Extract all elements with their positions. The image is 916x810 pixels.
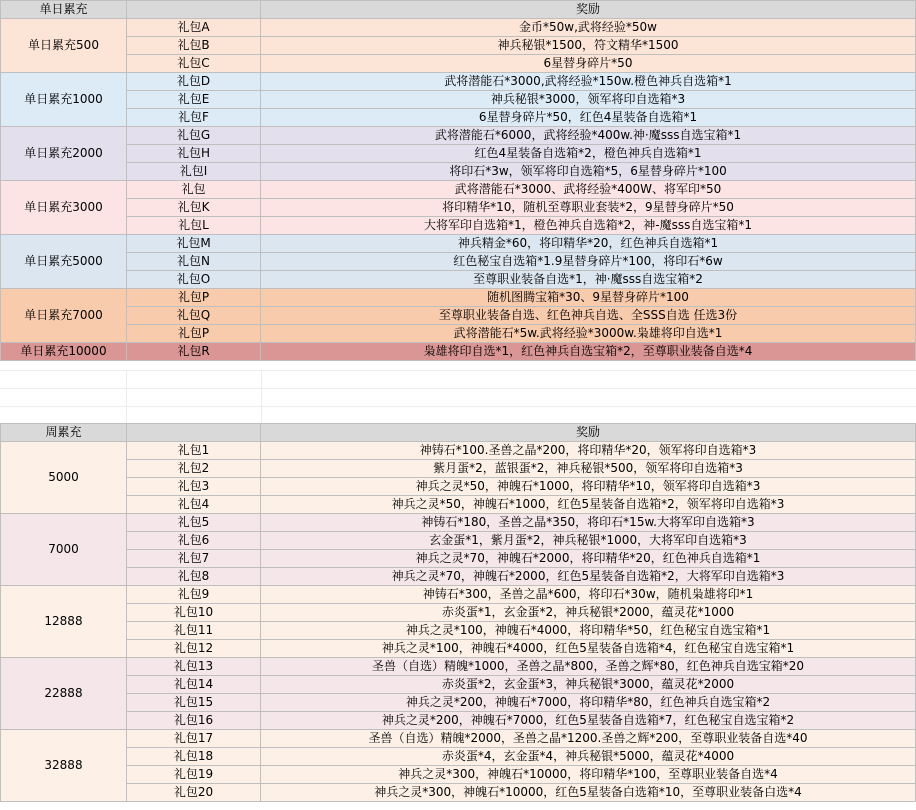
table-row xyxy=(1,640,916,658)
table-row xyxy=(1,253,916,271)
blank-row-divider xyxy=(0,370,916,371)
table-row xyxy=(1,289,916,307)
reward-cell: 武将潜能石*6000，武将经验*400w.神·魔sss自选宝箱*1 xyxy=(261,127,916,145)
pack-name-cell: 礼包Q xyxy=(127,307,261,325)
reward-cell: 枭雄将印自选*1，红色神兵自选宝箱*2，至尊职业装备自选*4 xyxy=(261,343,916,361)
pack-name-cell: 礼包P xyxy=(127,325,261,343)
pack-name-cell: 礼包8 xyxy=(127,568,261,586)
reward-cell: 神兵秘银*3000，领军将印自选箱*3 xyxy=(261,91,916,109)
header-category: 单日累充 xyxy=(1,1,127,19)
reward-cell: 神铸石*180，圣兽之晶*350，将印石*15w.大将军印自选箱*3 xyxy=(261,514,916,532)
pack-name-cell: 礼包1 xyxy=(127,442,261,460)
reward-cell: 神兵之灵*70，神魄石*2000，红色5星装备自选箱*2，大将军印自选箱*3 xyxy=(261,568,916,586)
pack-name-cell: 礼包H xyxy=(127,145,261,163)
table-row xyxy=(1,514,916,532)
pack-name-cell: 礼包M xyxy=(127,235,261,253)
pack-name-cell: 礼包9 xyxy=(127,586,261,604)
reward-cell: 金币*50w,武将经验*50w xyxy=(261,19,916,37)
pack-name-cell: 礼包A xyxy=(127,19,261,37)
pack-name-cell: 礼包16 xyxy=(127,712,261,730)
reward-cell: 6星替身碎片*50 xyxy=(261,55,916,73)
table-row xyxy=(1,343,916,361)
group-label-cell: 12888 xyxy=(1,586,127,658)
table-row xyxy=(1,217,916,235)
table-row xyxy=(1,550,916,568)
reward-cell: 至尊职业装备自选*1，神·魔sss自选宝箱*2 xyxy=(261,271,916,289)
reward-cell: 神兵之灵*200，神魄石*7000，将印精华*80，红色神兵自选宝箱*2 xyxy=(261,694,916,712)
pack-name-cell: 礼包7 xyxy=(127,550,261,568)
table-row xyxy=(1,127,916,145)
table-row xyxy=(1,712,916,730)
reward-cell: 神兵精金*60，将印精华*20，红色神兵自选箱*1 xyxy=(261,235,916,253)
table-row xyxy=(1,622,916,640)
pack-name-cell: 礼包L xyxy=(127,217,261,235)
group-label-cell: 单日累充7000 xyxy=(1,289,127,343)
pack-name-cell: 礼包19 xyxy=(127,766,261,784)
pack-name-cell: 礼包20 xyxy=(127,784,261,802)
pack-name-cell: 礼包B xyxy=(127,37,261,55)
table-row xyxy=(1,325,916,343)
table-row xyxy=(1,748,916,766)
reward-cell: 神兵之灵*50，神魄石*1000，红色5星装备自选箱*2，领军将印自选箱*3 xyxy=(261,496,916,514)
table-row xyxy=(1,91,916,109)
table-row xyxy=(1,784,916,802)
weekly-recharge-table xyxy=(0,423,916,802)
group-label-cell: 单日累充1000 xyxy=(1,73,127,127)
pack-name-cell: 礼包F xyxy=(127,109,261,127)
reward-cell: 神铸石*300，圣兽之晶*600，将印石*30w，随机枭雄将印*1 xyxy=(261,586,916,604)
pack-name-cell: 礼包N xyxy=(127,253,261,271)
table-row xyxy=(1,730,916,748)
table-row xyxy=(1,163,916,181)
reward-cell: 神兵之灵*100，神魄石*4000，红色5星装备自选箱*4，红色秘宝自选宝箱*1 xyxy=(261,640,916,658)
table-row xyxy=(1,199,916,217)
header-pack xyxy=(127,1,261,19)
group-label-cell: 单日累充500 xyxy=(1,19,127,73)
header-reward: 奖励 xyxy=(261,424,916,442)
pack-name-cell: 礼包G xyxy=(127,127,261,145)
reward-cell: 武将潜能石*3000、武将经验*400W、将军印*50 xyxy=(261,181,916,199)
pack-name-cell: 礼包E xyxy=(127,91,261,109)
table-row xyxy=(1,37,916,55)
reward-cell: 神兵之灵*300，神魄石*10000，将印精华*100，至尊职业装备自选*4 xyxy=(261,766,916,784)
reward-cell: 至尊职业装备自选、红色神兵自选、全SSS自选 任选3份 xyxy=(261,307,916,325)
pack-name-cell: 礼包K xyxy=(127,199,261,217)
reward-cell: 红色秘宝自选箱*1.9星替身碎片*100，将印石*6w xyxy=(261,253,916,271)
reward-cell: 红色4星装备自选箱*2，橙色神兵自选箱*1 xyxy=(261,145,916,163)
table-row xyxy=(1,586,916,604)
group-label-cell: 5000 xyxy=(1,442,127,514)
header-reward: 奖励 xyxy=(261,1,916,19)
daily-recharge-table xyxy=(0,0,916,361)
reward-cell: 神兵之灵*70，神魄石*2000，将印精华*20，红色神兵自选箱*1 xyxy=(261,550,916,568)
group-label-cell: 7000 xyxy=(1,514,127,586)
header-pack xyxy=(127,424,261,442)
pack-name-cell: 礼包17 xyxy=(127,730,261,748)
blank-col-divider xyxy=(261,370,262,423)
group-label-cell: 单日累充3000 xyxy=(1,181,127,235)
reward-cell: 6星替身碎片*50，红色4星装备自选箱*1 xyxy=(261,109,916,127)
table-row xyxy=(1,109,916,127)
pack-name-cell: 礼包11 xyxy=(127,622,261,640)
pack-name-cell: 礼包4 xyxy=(127,496,261,514)
table-row xyxy=(1,604,916,622)
table-row xyxy=(1,676,916,694)
table-header xyxy=(1,424,916,442)
table-row xyxy=(1,766,916,784)
reward-cell: 紫月蛋*2，蓝银蛋*2，神兵秘银*500，领军将印自选箱*3 xyxy=(261,460,916,478)
reward-cell: 神兵秘银*1500，符文精华*1500 xyxy=(261,37,916,55)
group-label-cell: 单日累充5000 xyxy=(1,235,127,289)
pack-name-cell: 礼包O xyxy=(127,271,261,289)
reward-cell: 圣兽（自选）精魄*2000，圣兽之晶*1200.圣兽之辉*200，至尊职业装备自选*40 xyxy=(261,730,916,748)
pack-name-cell: 礼包I xyxy=(127,163,261,181)
table-row xyxy=(1,235,916,253)
pack-name-cell: 礼包18 xyxy=(127,748,261,766)
table-row xyxy=(1,73,916,91)
reward-cell: 赤炎蛋*4，玄金蛋*4，神兵秘银*5000，蕴灵花*4000 xyxy=(261,748,916,766)
pack-name-cell: 礼包13 xyxy=(127,658,261,676)
pack-name-cell: 礼包C xyxy=(127,55,261,73)
pack-name-cell: 礼包R xyxy=(127,343,261,361)
table-row xyxy=(1,307,916,325)
table-row xyxy=(1,496,916,514)
pack-name-cell: 礼包2 xyxy=(127,460,261,478)
reward-cell: 神铸石*100.圣兽之晶*200，将印精华*20，领军将印自选箱*3 xyxy=(261,442,916,460)
reward-cell: 赤炎蛋*1，玄金蛋*2，神兵秘银*2000，蕴灵花*1000 xyxy=(261,604,916,622)
blank-row-divider xyxy=(0,406,916,407)
reward-cell: 神兵之灵*100，神魄石*4000，将印精华*50，红色秘宝自选宝箱*1 xyxy=(261,622,916,640)
pack-name-cell: 礼包12 xyxy=(127,640,261,658)
table-row xyxy=(1,442,916,460)
table-row xyxy=(1,568,916,586)
blank-row-divider xyxy=(0,388,916,389)
reward-cell: 随机图腾宝箱*30、9星替身碎片*100 xyxy=(261,289,916,307)
reward-cell: 神兵之灵*300，神魄石*10000，红色5星装备白选箱*10，至尊职业装备白选*4 xyxy=(261,784,916,802)
pack-name-cell: 礼包10 xyxy=(127,604,261,622)
pack-name-cell: 礼包 xyxy=(127,181,261,199)
reward-cell: 将印石*3w，领军将印自选箱*5，6星替身碎片*100 xyxy=(261,163,916,181)
reward-cell: 神兵之灵*50，神魄石*1000，将印精华*10，领军将印自选箱*3 xyxy=(261,478,916,496)
table-row xyxy=(1,271,916,289)
table-row xyxy=(1,181,916,199)
pack-name-cell: 礼包6 xyxy=(127,532,261,550)
pack-name-cell: 礼包14 xyxy=(127,676,261,694)
table-row xyxy=(1,19,916,37)
table-row xyxy=(1,694,916,712)
reward-cell: 武将潜能石*3000,武将经验*150w.橙色神兵自选箱*1 xyxy=(261,73,916,91)
table-row xyxy=(1,55,916,73)
reward-cell: 圣兽（自选）精魄*1000，圣兽之晶*800，圣兽之辉*80，红色神兵自选宝箱*20 xyxy=(261,658,916,676)
reward-cell: 将印精华*10，随机至尊职业套装*2，9星替身碎片*50 xyxy=(261,199,916,217)
pack-name-cell: 礼包15 xyxy=(127,694,261,712)
reward-cell: 赤炎蛋*2，玄金蛋*3，神兵秘银*3000，蕴灵花*2000 xyxy=(261,676,916,694)
reward-cell: 大将军印自选箱*1，橙色神兵自选箱*2，神-魔sss自选宝箱*1 xyxy=(261,217,916,235)
header-category: 周累充 xyxy=(1,424,127,442)
table-row xyxy=(1,460,916,478)
pack-name-cell: 礼包D xyxy=(127,73,261,91)
reward-cell: 玄金蛋*1，紫月蛋*2，神兵秘银*1000，大将军印自选箱*3 xyxy=(261,532,916,550)
group-label-cell: 22888 xyxy=(1,658,127,730)
group-label-cell: 单日累充10000 xyxy=(1,343,127,361)
table-row xyxy=(1,532,916,550)
pack-name-cell: 礼包3 xyxy=(127,478,261,496)
table-header xyxy=(1,1,916,19)
group-label-cell: 32888 xyxy=(1,730,127,802)
reward-cell: 神兵之灵*200，神魄石*7000，红色5星装备自选箱*7，红色秘宝自选宝箱*2 xyxy=(261,712,916,730)
reward-cell: 武将潜能石*5w.武将经验*3000w.枭雄将印自选*1 xyxy=(261,325,916,343)
pack-name-cell: 礼包5 xyxy=(127,514,261,532)
blank-col-divider xyxy=(126,370,127,423)
table-row xyxy=(1,658,916,676)
table-row xyxy=(1,478,916,496)
pack-name-cell: 礼包P xyxy=(127,289,261,307)
table-row xyxy=(1,145,916,163)
group-label-cell: 单日累充2000 xyxy=(1,127,127,181)
